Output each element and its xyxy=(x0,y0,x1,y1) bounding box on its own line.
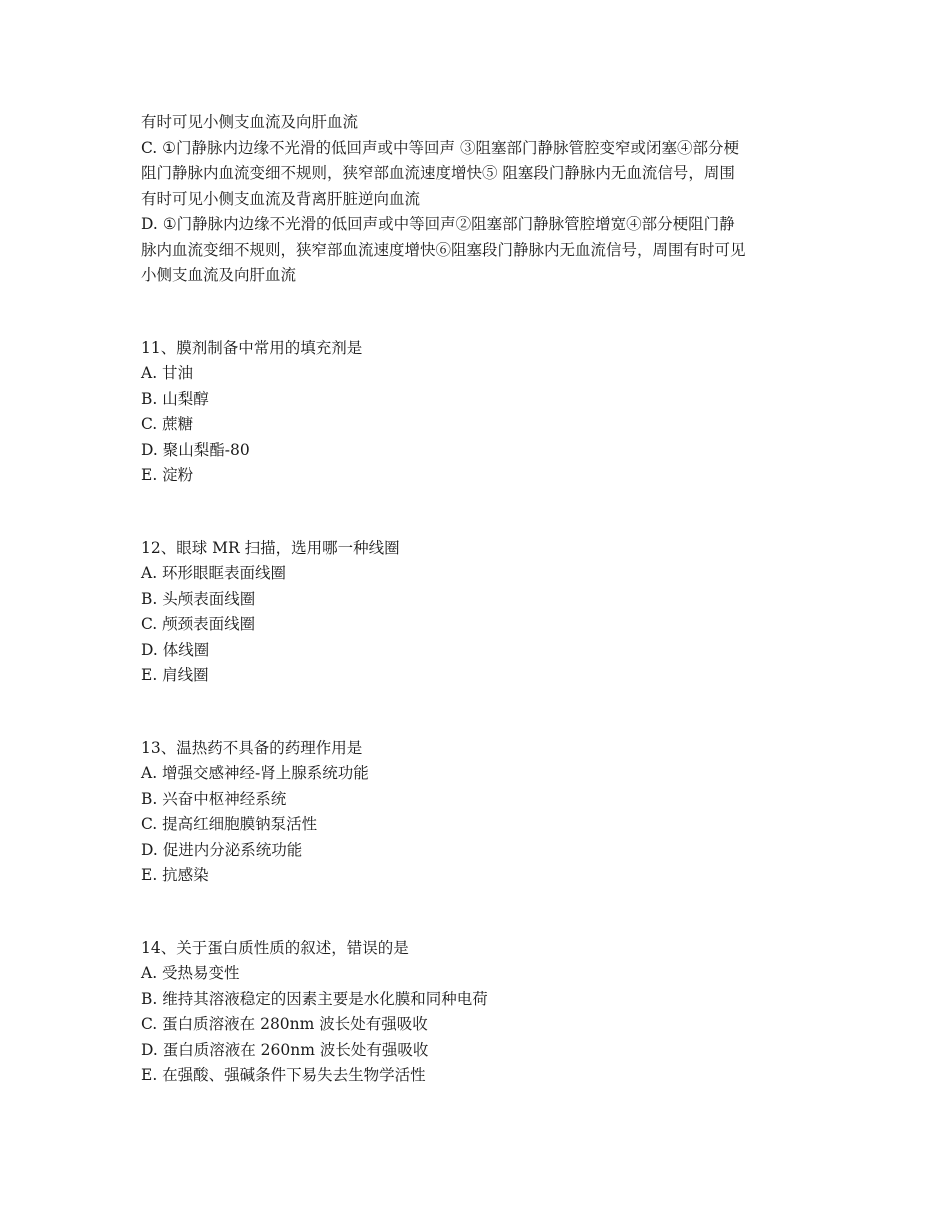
answer-option-c: C. 蔗糖 xyxy=(141,415,194,433)
continuation-line: 有时可见小侧支血流及向肝血流 xyxy=(141,113,359,131)
question-stem: 14、关于蛋白质性质的叙述，错误的是 xyxy=(141,938,409,957)
answer-option-e: E. 在强酸、强碱条件下易失去生物学活性 xyxy=(141,1066,426,1084)
answer-option-d: D. 体线圈 xyxy=(141,640,210,659)
answer-option-a: A. 受热易变性 xyxy=(141,964,240,982)
answer-option-a: A. 甘油 xyxy=(141,364,194,382)
answer-option-e: E. 抗感染 xyxy=(141,866,209,884)
answer-option-d: D. 促进内分泌系统功能 xyxy=(141,840,303,859)
option-c xyxy=(141,136,821,213)
option-line: 阻门静脉内血流变细不规则，狭窄部血流速度增快⑤ 阻塞段门静脉内无血流信号，周围 xyxy=(141,164,735,182)
question-stem: 12、眼球 MR 扫描，选用哪一种线圈 xyxy=(141,538,400,557)
option-d xyxy=(141,212,821,289)
question-stem: 13、温热药不具备的药理作用是 xyxy=(141,738,363,757)
answer-option-e: E. 肩线圈 xyxy=(141,666,209,684)
option-line: 小侧支血流及向肝血流 xyxy=(141,266,297,284)
question-14 xyxy=(141,936,821,1089)
answer-option-d: D. 蛋白质溶液在 260nm 波长处有强吸收 xyxy=(141,1040,429,1059)
option-line: D. ①门静脉内边缘不光滑的低回声或中等回声②阻塞部门静脉管腔增宽④部分梗阻门静 xyxy=(141,215,735,233)
answer-option-b: B. 山梨醇 xyxy=(141,389,209,408)
answer-option-a: A. 增强交感神经-肾上腺系统功能 xyxy=(141,764,369,782)
answer-option-e: E. 淀粉 xyxy=(141,466,194,484)
question-11 xyxy=(141,336,821,489)
answer-option-b: B. 维持其溶液稳定的因素主要是水化膜和同种电荷 xyxy=(141,989,488,1008)
answer-option-b: B. 兴奋中枢神经系统 xyxy=(141,789,287,808)
answer-option-a: A. 环形眼眶表面线圈 xyxy=(141,564,287,582)
option-line: 有时可见小侧支血流及背离肝脏逆向血流 xyxy=(141,189,421,208)
question-13 xyxy=(141,736,821,889)
option-line: 脉内血流变细不规则，狭窄部血流速度增快⑥阻塞段门静脉内无血流信号，周围有时可见 xyxy=(141,240,746,259)
document-page xyxy=(141,110,821,1089)
question-stem: 11、膜剂制备中常用的填充剂是 xyxy=(141,338,363,357)
answer-option-d: D. 聚山梨酯-80 xyxy=(141,440,250,459)
option-line: C. ①门静脉内边缘不光滑的低回声或中等回声 ③阻塞部门静脉管腔变窄或闭塞④部分梗 xyxy=(141,138,739,157)
question-12 xyxy=(141,536,821,689)
answer-option-c: C. 蛋白质溶液在 280nm 波长处有强吸收 xyxy=(141,1015,428,1033)
answer-option-c: C. 颅颈表面线圈 xyxy=(141,615,256,633)
prev-question-continuation xyxy=(141,110,821,289)
answer-option-c: C. 提高红细胞膜钠泵活性 xyxy=(141,815,318,833)
answer-option-b: B. 头颅表面线圈 xyxy=(141,589,256,608)
